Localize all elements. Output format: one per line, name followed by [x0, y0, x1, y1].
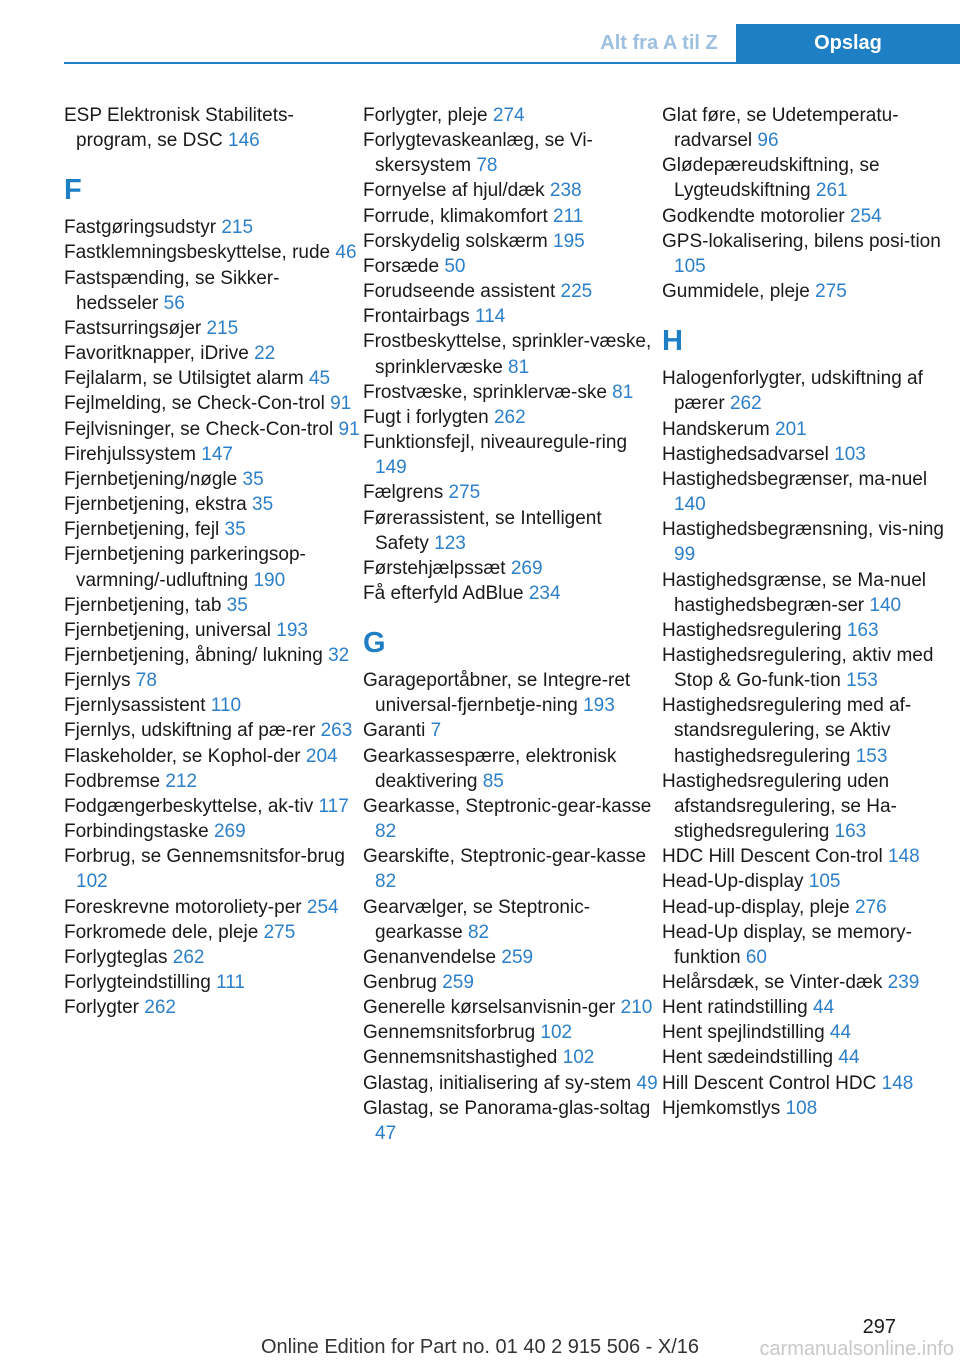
entry-term: Fjernbetjening, fejl	[64, 519, 225, 541]
entry-term: Glastag, initialisering af sy-stem	[363, 1072, 637, 1094]
index-entry	[363, 480, 659, 505]
index-entry	[64, 844, 360, 894]
entry-term: Forlygteglas	[64, 946, 173, 968]
page-reference-link[interactable]: 215	[221, 217, 254, 239]
entry-term: Godkendte motorolier	[662, 205, 850, 227]
index-entry	[64, 618, 360, 643]
entry-term: Forudseende assistent	[363, 281, 561, 303]
page-reference-link[interactable]: 99	[674, 544, 696, 566]
index-entry	[64, 492, 360, 517]
page-reference-link[interactable]: 45	[308, 368, 331, 390]
index-entry	[662, 204, 958, 229]
page-reference-link[interactable]: 110	[210, 695, 242, 717]
entry-term: ESP Elektronisk Stabilitets-program, se DSC	[64, 105, 294, 152]
page-reference-link[interactable]: 215	[206, 317, 239, 339]
index-entry	[64, 593, 360, 618]
page-reference-link[interactable]: 123	[434, 532, 466, 554]
index-entry	[363, 1020, 659, 1045]
page-reference-link[interactable]: 259	[442, 972, 474, 993]
entry-term: Fjernbetjening parkeringsop-varmning/-udluftning	[64, 544, 306, 591]
entry-term: Hastighedsregulering med af-standsregulering, se Aktiv hastighedsregulering	[662, 695, 912, 767]
index-entry	[662, 153, 958, 203]
entry-term: Fejlmelding, se Check-Con-trol	[64, 393, 331, 415]
entry-term: Fjernlysassistent	[64, 695, 211, 717]
index-column-1	[64, 103, 360, 1020]
index-entry	[363, 945, 659, 970]
entry-term: Head-up-display, pleje	[662, 896, 855, 918]
index-column-2	[363, 103, 659, 1146]
page-reference-link[interactable]: 193	[583, 695, 615, 717]
entry-term: Forlygtevaskeanlæg, se Vi-skersystem	[363, 130, 593, 177]
page-reference-link[interactable]: 44	[829, 1022, 852, 1044]
index-entry	[64, 366, 360, 391]
entry-term: Hjemkomstlys	[662, 1097, 786, 1119]
entry-term: Fejlalarm, se Utilsigtet alarm	[64, 368, 309, 390]
page-reference-link[interactable]: 148	[887, 846, 920, 868]
index-entry	[64, 769, 360, 794]
entry-term: Hill Descent Control HDC	[662, 1072, 882, 1094]
page-reference-link[interactable]: 108	[785, 1097, 818, 1119]
page-reference-link[interactable]: 22	[254, 343, 276, 365]
entry-term: Genanvendelse	[363, 946, 502, 968]
entry-term: Hastighedsregulering uden afstandsregulering, se Ha-stighedsregulering	[662, 770, 897, 843]
entry-term: Gennemsnitsforbrug	[363, 1022, 541, 1044]
page-reference-link[interactable]: 105	[674, 255, 706, 277]
entry-term: Fastgøringsudstyr	[64, 217, 222, 239]
entry-term: Gearkassespærre, elektronisk deaktivering	[363, 745, 617, 792]
index-entry	[64, 920, 360, 945]
index-entry	[363, 970, 659, 995]
index-entry	[64, 794, 360, 819]
index-entry	[363, 204, 659, 229]
page-reference-link[interactable]: 275	[448, 482, 481, 504]
tab-active[interactable]: Opslag	[736, 24, 960, 62]
page-reference-link[interactable]: 111	[216, 972, 245, 993]
index-entry	[662, 920, 958, 970]
entry-term: Hastighedsadvarsel	[662, 443, 835, 465]
page-reference-link[interactable]: 91	[338, 418, 360, 440]
entry-term: Fjernbetjening/nøgle	[64, 468, 243, 490]
index-entry	[363, 995, 659, 1020]
index-entry	[363, 430, 659, 480]
index-entry	[64, 970, 360, 995]
page-reference-link[interactable]: 212	[165, 770, 198, 792]
entry-term: Hastighedsbegrænser, ma-nuel	[662, 468, 928, 490]
entry-term: Firehjulssystem	[64, 443, 202, 465]
index-entry	[64, 240, 360, 265]
page-reference-link[interactable]: 82	[375, 871, 397, 893]
index-entry	[363, 254, 659, 279]
page-reference-link[interactable]: 262	[144, 997, 176, 1019]
page-reference-link[interactable]: 263	[320, 720, 353, 742]
page-reference-link[interactable]: 44	[813, 997, 835, 1019]
page-reference-link[interactable]: 195	[553, 230, 585, 252]
page-reference-link[interactable]: 96	[757, 130, 779, 152]
entry-term: Førstehjælpssæt	[363, 557, 511, 579]
index-entry	[662, 769, 958, 844]
index-entry	[662, 1020, 958, 1045]
index-entry	[363, 581, 659, 606]
index-letter-heading: G	[363, 627, 386, 660]
index-entry	[64, 417, 360, 442]
index-entry	[662, 643, 958, 693]
entry-term: Helårsdæk, se Vinter-dæk	[662, 972, 888, 993]
page-reference-link[interactable]: 78	[135, 670, 157, 692]
index-entry	[363, 744, 659, 794]
page-reference-link[interactable]: 47	[375, 1122, 397, 1144]
index-entry	[363, 794, 659, 844]
entry-term: Forkromede dele, pleje	[64, 921, 264, 943]
watermark: carmanualsonline.info	[759, 1338, 954, 1360]
index-entry	[662, 279, 958, 304]
tab-section[interactable]: Alt fra A til Z	[600, 32, 718, 54]
index-entry	[363, 405, 659, 430]
page-reference-link[interactable]: 82	[375, 821, 397, 843]
page-reference-link[interactable]: 274	[492, 105, 525, 126]
page-reference-link[interactable]: 275	[263, 921, 296, 943]
index-entry	[662, 995, 958, 1020]
index-entry	[64, 895, 360, 920]
index-entry	[64, 693, 360, 718]
entry-term: Handskerum	[662, 418, 775, 440]
page-reference-link[interactable]: 254	[306, 896, 339, 918]
index-entry	[64, 215, 360, 240]
index-entry	[363, 1071, 659, 1096]
page-reference-link[interactable]: 114	[474, 306, 506, 328]
page-reference-link[interactable]: 102	[540, 1022, 573, 1044]
page-reference-link[interactable]: 146	[228, 130, 260, 152]
entry-term: Fejlvisninger, se Check-Con-trol	[64, 418, 339, 440]
page-reference-link[interactable]: 262	[172, 946, 205, 968]
entry-term: Førerassistent, se Intelligent Safety	[363, 507, 602, 554]
index-entry	[662, 366, 958, 416]
index-letter-heading: F	[64, 174, 82, 207]
index-entry	[662, 229, 958, 279]
index-entry	[662, 844, 958, 869]
page-reference-link[interactable]: 210	[620, 997, 653, 1019]
entry-term: Gearkasse, Steptronic-gear-kasse	[363, 795, 652, 817]
entry-term: Glødepæreudskiftning, se Lygteudskiftning	[662, 155, 880, 202]
index-entry	[64, 341, 360, 366]
index-entry	[662, 417, 958, 442]
index-entry	[363, 103, 659, 128]
index-column-3	[662, 103, 958, 1121]
index-entry	[363, 718, 659, 743]
entry-term: Garageportåbner, se Integre-ret universal-fjernbetje-ning	[363, 670, 631, 717]
index-entry	[64, 718, 360, 743]
index-entry	[662, 568, 958, 618]
entry-term: Fjernlys	[64, 670, 136, 692]
index-entry	[662, 517, 958, 567]
index-entry	[363, 178, 659, 203]
index-entry	[363, 895, 659, 945]
index-entry	[64, 819, 360, 844]
entry-term: Forsæde	[363, 255, 445, 277]
page-reference-link[interactable]: 163	[834, 821, 867, 843]
page-reference-link[interactable]: 103	[834, 443, 866, 465]
entry-term: Fjernbetjening, åbning/ lukning	[64, 644, 329, 666]
entry-term: Frontairbags	[363, 306, 475, 328]
page-reference-link[interactable]: 204	[305, 745, 338, 767]
index-entry	[363, 128, 659, 178]
entry-term: Fodgængerbeskyttelse, ak-tiv	[64, 795, 319, 817]
index-entry	[662, 103, 958, 153]
index-entry	[662, 467, 958, 517]
page-reference-link[interactable]: 269	[213, 821, 246, 843]
index-entry	[662, 1096, 958, 1121]
page-reference-link[interactable]: 35	[226, 594, 248, 616]
entry-term: Få efterfyld AdBlue	[363, 582, 529, 604]
entry-term: Gennemsnitshastighed	[363, 1047, 563, 1069]
entry-term: Hent spejlindstilling	[662, 1022, 830, 1044]
entry-term: Fodbremse	[64, 770, 166, 792]
entry-term: Flaskeholder, se Kophol-der	[64, 745, 306, 767]
index-entry	[363, 844, 659, 894]
page-reference-link[interactable]: 259	[501, 946, 534, 968]
index-entry	[662, 869, 958, 894]
page-reference-link[interactable]: 102	[562, 1047, 595, 1069]
index-entry	[363, 668, 659, 718]
page-number: 297	[862, 1316, 896, 1338]
page-reference-link[interactable]: 81	[508, 356, 530, 378]
index-entry	[64, 668, 360, 693]
entry-term: Hastighedsregulering	[662, 619, 847, 641]
page-reference-link[interactable]: 7	[430, 720, 442, 742]
entry-term: HDC Hill Descent Con-trol	[662, 846, 888, 868]
page-reference-link[interactable]: 193	[276, 619, 308, 641]
entry-term: Hent sædeindstilling	[662, 1047, 839, 1069]
index-entry	[363, 279, 659, 304]
index-entry	[64, 442, 360, 467]
page-reference-link[interactable]: 50	[444, 255, 466, 277]
page-reference-link[interactable]: 81	[612, 381, 634, 403]
entry-term: Forbrug, se Gennemsnitsfor-brug	[64, 846, 345, 868]
index-entry	[662, 970, 958, 995]
index-entry	[64, 995, 360, 1020]
entry-term: Gummidele, pleje	[662, 281, 816, 303]
entry-term: Forrude, klimakomfort	[363, 205, 554, 227]
index-entry	[64, 467, 360, 492]
entry-term: Frostbeskyttelse, sprinkler-væske, sprinklervæske	[363, 331, 652, 378]
index-entry	[363, 329, 659, 379]
page-reference-link[interactable]: 275	[815, 281, 847, 303]
page-reference-link[interactable]: 102	[76, 871, 108, 893]
index-entry	[662, 895, 958, 920]
entry-term: Fjernbetjening, universal	[64, 619, 277, 641]
index-entry	[64, 316, 360, 341]
index-entry	[363, 304, 659, 329]
entry-term: Fastklemningsbeskyttelse, rude	[64, 242, 336, 264]
entry-term: Fjernbetjening, ekstra	[64, 494, 252, 516]
index-entry	[64, 391, 360, 416]
entry-term: Forlygter, pleje	[363, 105, 493, 126]
entry-term: Fælgrens	[363, 482, 449, 504]
index-entry	[662, 618, 958, 643]
page-reference-link[interactable]: 78	[476, 155, 498, 177]
entry-term: Forbindingstaske	[64, 821, 214, 843]
entry-term: Forlygteindstilling	[64, 972, 217, 993]
page-reference-link[interactable]: 117	[318, 795, 349, 817]
index-entry	[662, 693, 958, 768]
page-reference-link[interactable]: 105	[808, 871, 841, 893]
page-reference-link[interactable]: 163	[846, 619, 879, 641]
entry-term: Glastag, se Panorama-glas-soltag	[363, 1097, 651, 1119]
entry-term: Fastspænding, se Sikker-hedsseler	[64, 267, 280, 314]
page-reference-link[interactable]: 234	[528, 582, 561, 604]
page-reference-link[interactable]: 148	[881, 1072, 914, 1094]
page-reference-link[interactable]: 35	[242, 468, 264, 490]
page-reference-link[interactable]: 35	[224, 519, 246, 541]
entry-term: Hent ratindstilling	[662, 997, 814, 1019]
entry-term: Fastsurringsøjer	[64, 317, 207, 339]
index-entry	[363, 506, 659, 556]
footer-text: Online Edition for Part no. 01 40 2 915 506 - X/16	[260, 1336, 700, 1358]
index-entry	[363, 1045, 659, 1070]
page-reference-link[interactable]: 211	[553, 205, 584, 227]
page-reference-link[interactable]: 262	[729, 393, 762, 415]
index-entry	[64, 945, 360, 970]
index-entry	[662, 1045, 958, 1070]
page-reference-link[interactable]: 261	[815, 180, 848, 202]
page-reference-link[interactable]: 201	[775, 418, 807, 440]
page-reference-link[interactable]: 82	[467, 921, 490, 943]
page-reference-link[interactable]: 44	[838, 1047, 860, 1069]
page-reference-link[interactable]: 56	[163, 292, 185, 314]
page-reference-link[interactable]: 239	[887, 972, 920, 993]
index-entry	[64, 542, 360, 592]
entry-term: Gearskifte, Steptronic-gear-kasse	[363, 846, 647, 868]
page-reference-link[interactable]: 153	[846, 670, 878, 692]
page-reference-link[interactable]: 140	[869, 594, 902, 616]
entry-term: Genbrug	[363, 972, 443, 993]
entry-term: Hastighedsgrænse, se Ma-nuel hastighedsbegræn-ser	[662, 569, 927, 616]
entry-term: GPS-lokalisering, bilens posi-tion	[662, 230, 941, 252]
page-reference-link[interactable]: 147	[201, 443, 233, 465]
entry-term: Fugt i forlygten	[363, 406, 494, 428]
index-entry	[363, 380, 659, 405]
index-entry	[363, 1096, 659, 1146]
page-reference-link[interactable]: 140	[674, 494, 706, 516]
entry-term: Generelle kørselsanvisnin-ger	[363, 997, 621, 1019]
index-entry	[64, 103, 360, 153]
index-entry	[64, 266, 360, 316]
entry-term: Fjernbetjening, tab	[64, 594, 227, 616]
entry-term: Head-Up-display	[662, 871, 809, 893]
entry-term: Frostvæske, sprinklervæ-ske	[363, 381, 613, 403]
page-reference-link[interactable]: 85	[482, 770, 504, 792]
page-reference-link[interactable]: 153	[855, 745, 888, 767]
entry-term: Foreskrevne motoroliety-per	[64, 896, 307, 918]
entry-term: Glat føre, se Udetemperatu-radvarsel	[662, 105, 899, 152]
page-reference-link[interactable]: 225	[560, 281, 593, 303]
entry-term: Forskydelig solskærm	[363, 230, 554, 252]
entry-term: Garanti	[363, 720, 431, 742]
index-entry	[64, 643, 360, 668]
page-reference-link[interactable]: 276	[854, 896, 887, 918]
entry-term: Forlygter	[64, 997, 145, 1019]
page-reference-link[interactable]: 269	[510, 557, 543, 579]
index-entry	[64, 517, 360, 542]
page-reference-link[interactable]: 49	[636, 1072, 658, 1094]
index-entry	[363, 229, 659, 254]
page-reference-link[interactable]: 60	[745, 946, 767, 968]
index-entry	[64, 744, 360, 769]
index-letter-heading: H	[662, 325, 683, 358]
page-reference-link[interactable]: 238	[549, 180, 582, 202]
page-reference-link[interactable]: 91	[330, 393, 352, 415]
entry-term: Halogenforlygter, udskiftning af pærer	[662, 368, 923, 415]
page-reference-link[interactable]: 190	[253, 569, 286, 591]
entry-term: Head-Up display, se memory-funktion	[662, 921, 912, 968]
page-reference-link[interactable]: 35	[252, 494, 274, 516]
entry-term: Funktionsfejl, niveauregule-ring	[363, 432, 628, 454]
index-entry	[662, 1071, 958, 1096]
page-reference-link[interactable]: 46	[335, 242, 357, 264]
page-reference-link[interactable]: 149	[375, 457, 407, 479]
page-reference-link[interactable]: 254	[850, 205, 882, 227]
entry-term: Hastighedsregulering, aktiv med Stop & Go-funk-tion	[662, 644, 934, 692]
entry-term: Fornyelse af hjul/dæk	[363, 180, 550, 202]
entry-term: Hastighedsbegrænsning, vis-ning	[662, 519, 944, 541]
page-reference-link[interactable]: 262	[493, 406, 526, 428]
index-entry	[363, 556, 659, 581]
page-reference-link[interactable]: 32	[328, 644, 350, 666]
entry-term: Gearvælger, se Steptronic-gearkasse	[363, 896, 591, 943]
entry-term: Fjernlys, udskiftning af pæ-rer	[64, 720, 321, 742]
entry-term: Favoritknapper, iDrive	[64, 343, 255, 365]
index-entry	[662, 442, 958, 467]
